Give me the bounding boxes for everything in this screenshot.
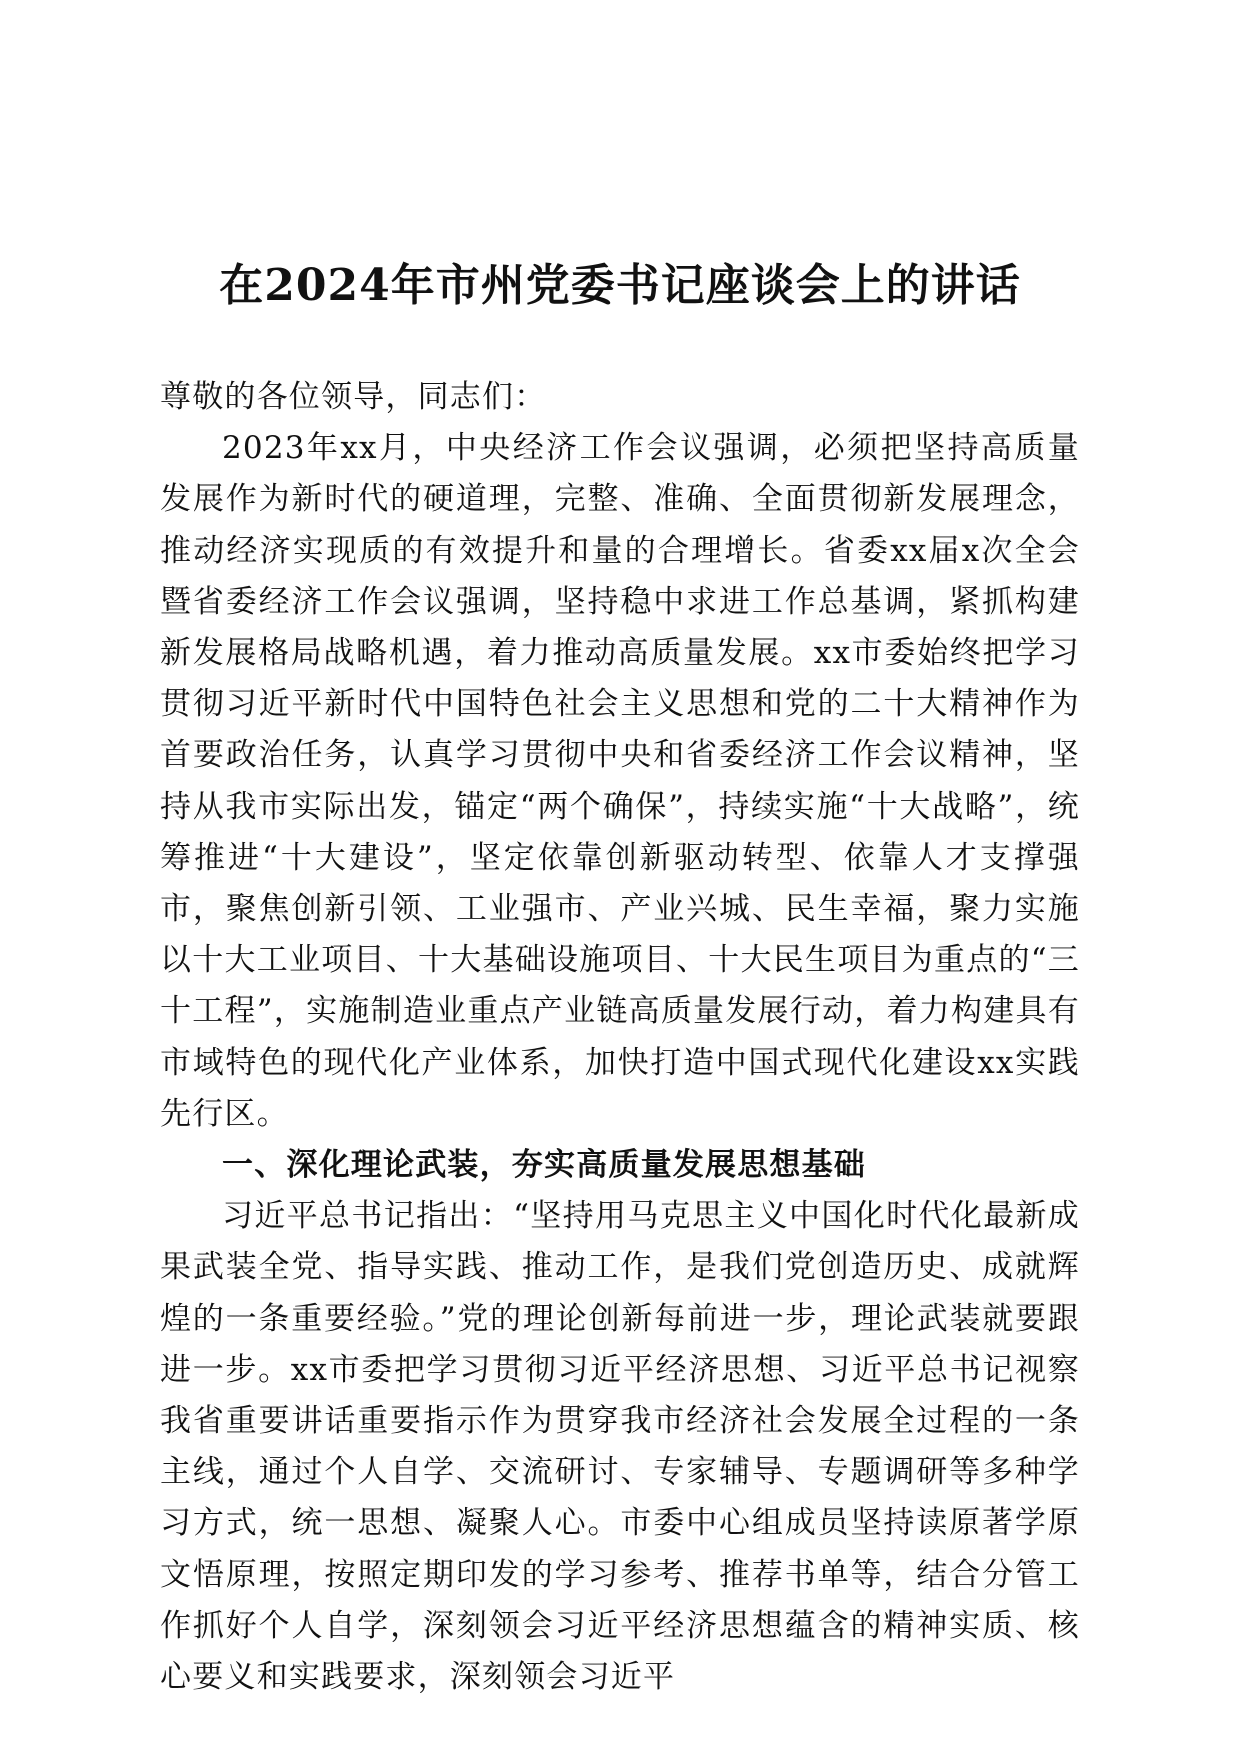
document-body — [160, 372, 1080, 1703]
salutation: 尊敬的各位领导，同志们： — [160, 379, 547, 415]
section-heading: 一、深化理论武装，夯实高质量发展思想基础 — [222, 1147, 866, 1184]
paragraph-intro: 2023年xx月，中央经济工作会议强调，必须把坚持高质量发展作为新时代的硬道理，完整、准确、全面贯彻新发展理念，推动经济实现质的有效提升和量的合理增长。省委xx届x次全会暨省委经济工作会议强调，坚持稳中求进工作总基调，紧抓构建新发展格局战略机遇，着力推动高质量发展。xx市委始终把学习贯彻习近平新时代中国特色社会主义思想和党的二十大精神作为首要政治任务，认真学习贯彻中央和省委经济工作会议精神，坚持从我市实际出发，锚定“两个确保”，持续实施“十大战略”，统筹推进“十大建设”，坚定依靠创新驱动转型、依靠人才支撑强市，聚焦创新引领、工业强市、产业兴城、民生幸福，聚力实施以十大工业项目、十大基础设施项目、十大民生项目为重点的“三十工程”，实施制造业重点产业链高质量发展行动，着力构建具有市域特色的现代化产业体系，加快打造中国式现代化建设xx实践先行区。 — [160, 430, 1080, 1132]
document-title: 在2024年市州党委书记座谈会上的讲话 — [219, 260, 1021, 311]
paragraph-section-one: 习近平总书记指出：“坚持用马克思主义中国化时代化最新成果武装全党、指导实践、推动工作，是我们党创造历史、成就辉煌的一条重要经验。”党的理论创新每前进一步，理论武装就要跟进一步。xx市委把学习贯彻习近平经济思想、习近平总书记视察我省重要讲话重要指示作为贯穿我市经济社会发展全过程的一条主线，通过个人自学、交流研讨、专家辅导、专题调研等多种学习方式，统一思想、凝聚人心。市委中心组成员坚持读原著学原文悟原理，按照定期印发的学习参考、推荐书单等，结合分管工作抓好个人自学，深刻领会习近平经济思想蕴含的精神实质、核心要义和实践要求，深刻领会习近平 — [160, 1198, 1080, 1696]
